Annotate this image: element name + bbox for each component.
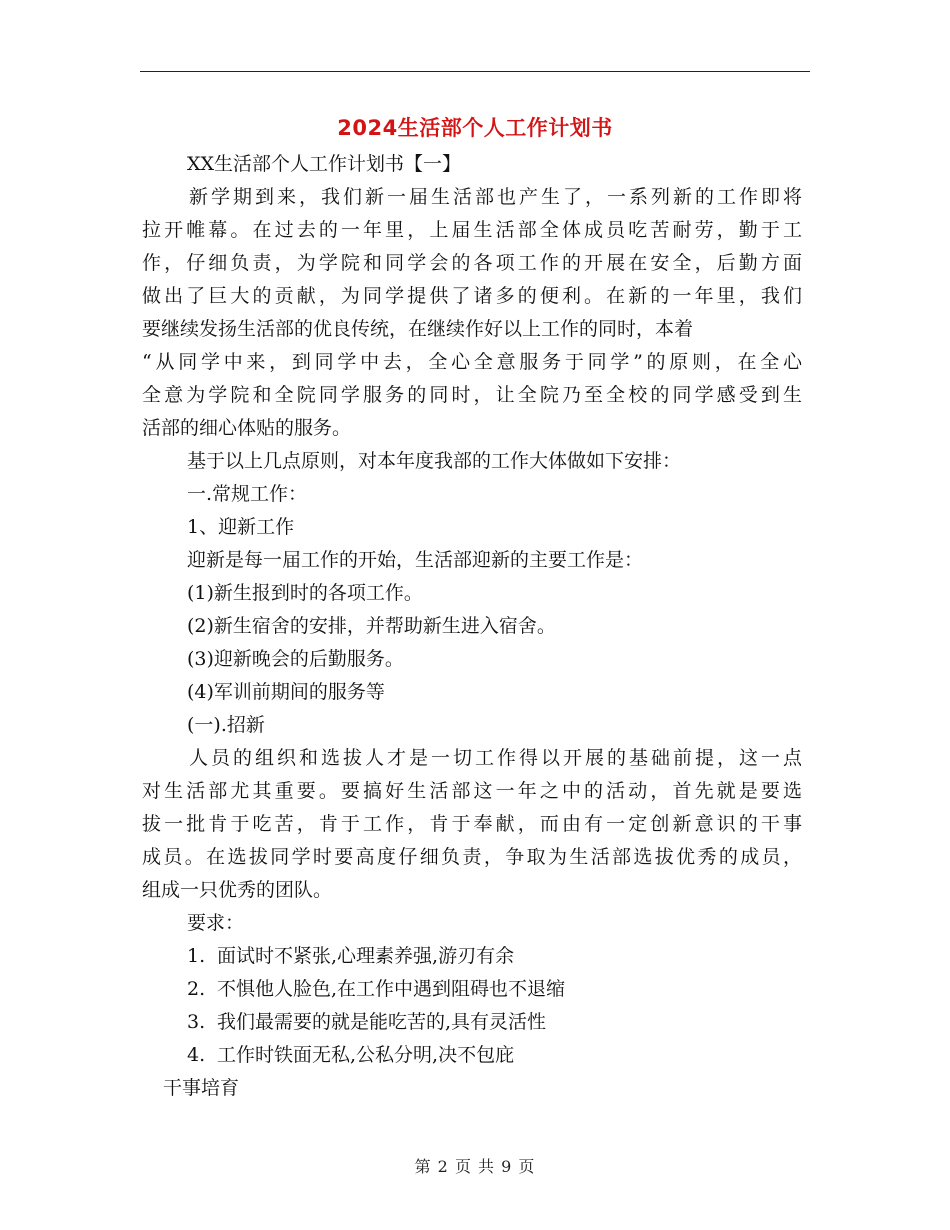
requirement-text: 我们最需要的就是能吃苦的,具有灵活性 bbox=[217, 1011, 547, 1033]
requirement-text: 不惧他人脸色,在工作中遇到阻碍也不退缩 bbox=[217, 978, 566, 1000]
requirement-number: 3. bbox=[187, 1011, 206, 1033]
requirement-number: 1. bbox=[187, 945, 206, 967]
section-heading: 一.常规工作： bbox=[187, 483, 308, 505]
paragraph-line: 拔一批肯于吃苦，肯于工作，肯于奉献，而由有一定创新意识的干事 bbox=[142, 813, 802, 835]
paragraph-line: 成员。在选拔同学时要高度仔细负责，争取为生活部选拔优秀的成员， bbox=[142, 846, 802, 868]
subsection-heading: 干事培育 bbox=[163, 1077, 240, 1099]
paragraph-line: 迎新是每一届工作的开始，生活部迎新的主要工作是： bbox=[187, 549, 644, 571]
paragraph-line: 作，仔细负责，为学院和同学会的各项工作的开展在安全，后勤方面 bbox=[142, 252, 802, 274]
document-body bbox=[142, 148, 802, 1105]
page-footer: 第 2 页 共 9 页 bbox=[414, 1157, 536, 1176]
requirement-item bbox=[142, 940, 802, 973]
requirement-item bbox=[142, 1006, 802, 1039]
paragraph-line: “从同学中来，到同学中去，全心全意服务于同学”的原则，在全心 bbox=[142, 351, 802, 373]
paragraph-line: 基于以上几点原则，对本年度我部的工作大体做如下安排： bbox=[187, 450, 682, 472]
paragraph-line: 活部的细心体贴的服务。 bbox=[142, 417, 352, 439]
paragraph-line: 要继续发扬生活部的优良传统，在继续作好以上工作的同时，本着 bbox=[142, 318, 694, 340]
requirements-label: 要求： bbox=[187, 912, 245, 934]
list-item: (1)新生报到时的各项工作。 bbox=[187, 582, 423, 604]
requirement-text: 面试时不紧张,心理素养强,游刃有余 bbox=[217, 945, 515, 967]
paragraph-line: 人员的组织和选拔人才是一切工作得以开展的基础前提，这一点 bbox=[189, 747, 802, 769]
paragraph-line: 做出了巨大的贡献，为同学提供了诸多的便利。在新的一年里，我们 bbox=[142, 285, 802, 307]
requirement-item bbox=[142, 973, 802, 1006]
paragraph-line: 全意为学院和全院同学服务的同时，让全院乃至全校的同学感受到生 bbox=[142, 384, 802, 406]
paragraph-line: 组成一只优秀的团队。 bbox=[142, 879, 333, 901]
header-rule bbox=[140, 71, 810, 72]
requirement-number: 4. bbox=[187, 1044, 206, 1066]
requirement-number: 2. bbox=[187, 978, 206, 1000]
requirement-item bbox=[142, 1039, 802, 1072]
document-title: 2024生活部个人工作计划书 bbox=[337, 116, 613, 140]
list-item: (2)新生宿舍的安排，并帮助新生进入宿舍。 bbox=[187, 615, 556, 637]
subsection-heading: (一).招新 bbox=[187, 714, 265, 736]
paragraph-line: 拉开帷幕。在过去的一年里，上届生活部全体成员吃苦耐劳，勤于工 bbox=[142, 219, 802, 241]
subsection-heading: 1、迎新工作 bbox=[187, 516, 295, 538]
list-item: (4)军训前期间的服务等 bbox=[187, 681, 385, 703]
section-subtitle: XX生活部个人工作计划书【一】 bbox=[187, 153, 462, 175]
list-item: (3)迎新晚会的后勤服务。 bbox=[187, 648, 404, 670]
requirement-text: 工作时铁面无私,公私分明,决不包庇 bbox=[217, 1044, 515, 1066]
paragraph-line: 新学期到来，我们新一届生活部也产生了，一系列新的工作即将 bbox=[189, 186, 802, 208]
paragraph-line: 对生活部尤其重要。要搞好生活部这一年之中的活动，首先就是要选 bbox=[142, 780, 802, 802]
